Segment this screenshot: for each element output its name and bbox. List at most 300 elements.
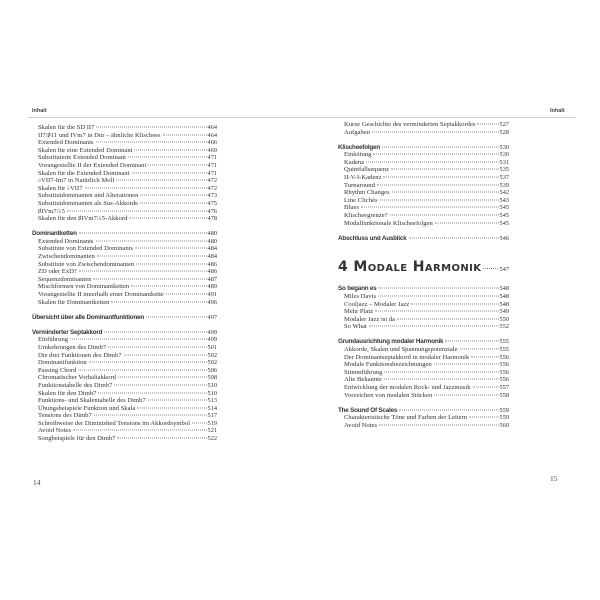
entry-page: 466	[207, 139, 217, 147]
entry-title: Avoid Notes	[38, 427, 72, 435]
entry-title: ♭VII7-Im7 in Natürlich Moll	[38, 177, 115, 185]
entry-title: Substitute von Zwischendominanten	[38, 260, 135, 268]
dot-leader	[134, 149, 206, 150]
entry-page: 548	[499, 285, 509, 293]
dot-leader	[140, 202, 207, 203]
toc-entry[interactable]	[338, 121, 509, 129]
entry-page: 519	[207, 419, 217, 427]
entry-page: 559	[499, 406, 509, 414]
entry-title: Alte Bekannte	[344, 376, 382, 384]
entry-page: 471	[207, 169, 217, 177]
dot-leader	[93, 278, 206, 279]
entry-title: Avoid Notes	[344, 421, 378, 429]
dot-leader	[148, 400, 207, 401]
dot-leader	[114, 384, 206, 385]
dot-leader	[379, 288, 499, 289]
entry-title: Extended Dominants	[38, 237, 94, 245]
dot-leader	[435, 222, 499, 223]
section-heading[interactable]	[338, 338, 509, 346]
entry-title: Modaler Jazz ist da	[344, 315, 396, 323]
entry-title: Dominantfunktion	[38, 359, 87, 367]
dot-leader	[383, 177, 498, 178]
dot-leader	[79, 271, 207, 272]
dot-leader	[192, 422, 207, 423]
dot-leader	[78, 369, 206, 370]
chapter-heading[interactable]	[338, 259, 509, 275]
entry-page: 469	[207, 146, 217, 154]
dot-leader	[391, 169, 499, 170]
entry-title: Skalen für ♭VII7	[38, 184, 83, 192]
entry-title: Chromatischer Vorhaltakkord	[38, 374, 116, 382]
entry-page: 472	[207, 184, 217, 192]
entry-title: II-V-I-Kadenz	[344, 174, 382, 182]
toc-entry[interactable]	[32, 397, 217, 405]
toc-entry[interactable]	[32, 344, 217, 352]
toc-entry[interactable]	[32, 352, 217, 360]
dot-leader	[136, 263, 206, 264]
dot-leader	[137, 407, 206, 408]
dot-leader	[384, 371, 498, 372]
toc-entry[interactable]	[32, 374, 217, 382]
toc-entry[interactable]	[32, 405, 217, 413]
dot-leader	[469, 417, 498, 418]
section-heading[interactable]	[338, 235, 509, 243]
toc-entry[interactable]	[338, 174, 509, 182]
toc-entry[interactable]	[32, 382, 217, 390]
entry-page: 560	[499, 421, 509, 429]
entry-page: 556	[499, 353, 509, 361]
toc-entry[interactable]	[32, 192, 217, 200]
header-rule	[300, 117, 575, 118]
entry-page: 549	[499, 308, 509, 316]
dot-leader	[384, 379, 499, 380]
toc-entry[interactable]	[32, 215, 217, 223]
toc-entry[interactable]	[32, 185, 217, 193]
entry-page: 513	[207, 397, 217, 405]
entry-title: Mehr Platz	[344, 308, 374, 316]
toc-section	[338, 235, 509, 243]
toc-entry[interactable]	[338, 316, 509, 324]
dot-leader	[89, 362, 207, 363]
entry-page: 556	[499, 376, 509, 384]
entry-page: 496	[207, 298, 217, 306]
running-head: Inhalt	[32, 108, 47, 114]
entry-page: 555	[499, 338, 509, 346]
toc-entry[interactable]	[338, 346, 509, 354]
entry-title: Klischeefolgen	[338, 143, 380, 151]
page-number: 14	[33, 478, 41, 487]
entry-title: Zwischendominanten	[38, 253, 95, 260]
entry-page: 514	[207, 404, 217, 412]
entry-page: 545	[499, 219, 509, 227]
toc-entry[interactable]	[338, 189, 509, 197]
entry-title: Funktions- und Skalentabelle des Dimb7	[38, 397, 146, 405]
toc-entry[interactable]	[338, 159, 509, 167]
dot-leader	[477, 124, 498, 125]
toc-column	[338, 121, 509, 429]
entry-title: Funktionstabelle des Dimb7	[38, 381, 113, 389]
toc-entry[interactable]	[32, 435, 217, 443]
dot-leader	[460, 348, 499, 349]
toc-entry[interactable]	[32, 420, 217, 428]
dot-leader	[96, 240, 207, 241]
toc-entry[interactable]	[32, 359, 217, 367]
dot-leader	[73, 430, 207, 431]
entry-page: 484	[207, 253, 217, 260]
entry-title: Aufgaben	[344, 128, 370, 136]
dot-leader	[378, 295, 498, 296]
entry-title: Einleitung	[344, 151, 372, 159]
entry-page: 484	[207, 245, 217, 253]
entry-page: 548	[499, 300, 509, 308]
entry-title: Dominantketten	[32, 230, 77, 238]
entry-title: Substitutdominanten als Sus-Akkorde	[38, 199, 139, 207]
toc-entry[interactable]	[338, 361, 509, 369]
entry-title: Stimmführung	[344, 368, 383, 376]
dot-leader	[166, 293, 207, 294]
toc-entry[interactable]	[32, 291, 217, 299]
dot-leader	[97, 256, 207, 257]
entry-page: 542	[499, 189, 509, 197]
toc-entry[interactable]	[338, 414, 509, 422]
section-heading[interactable]	[32, 329, 217, 337]
dot-leader	[372, 131, 499, 132]
dot-leader	[148, 164, 206, 165]
dot-leader	[85, 187, 207, 188]
dot-leader	[399, 409, 498, 410]
toc-entry[interactable]	[32, 276, 217, 284]
toc-section	[338, 259, 509, 275]
dot-leader	[366, 161, 498, 162]
entry-title: Skalen für die SD II7	[38, 124, 95, 131]
dot-leader	[369, 326, 499, 327]
entry-title: So begann es	[338, 285, 377, 293]
entry-title: Quintfallsequenz	[344, 166, 390, 174]
toc-section	[338, 285, 509, 331]
dot-leader	[375, 311, 498, 312]
dot-leader	[434, 394, 498, 395]
entry-page: 471	[207, 161, 217, 169]
entry-title: Einführung	[38, 336, 69, 344]
toc-entry[interactable]	[338, 182, 509, 190]
entry-title: Blues	[344, 204, 360, 212]
entry-title: Skalen für den Dimb7	[38, 389, 97, 397]
entry-title: II7/♯11 und IVm7 in Dur – ähnliche Klischees	[38, 131, 161, 139]
toc-entry[interactable]	[32, 200, 217, 208]
entry-title: The Sound Of Scales	[338, 406, 398, 414]
entry-page: 499	[207, 336, 217, 344]
dot-leader	[382, 146, 499, 147]
entry-title: Die drei Funktionen des Dimb7	[38, 351, 122, 359]
right-page	[300, 0, 600, 600]
entry-page: 530	[499, 143, 509, 151]
entry-title: Kurze Geschichte des verminderten Septakkordes	[344, 121, 476, 128]
toc-entry[interactable]	[338, 354, 509, 362]
toc-entry[interactable]	[338, 197, 509, 205]
section-heading[interactable]	[32, 314, 217, 322]
entry-page: 545	[499, 204, 509, 212]
dot-leader	[379, 424, 499, 425]
entry-page: 552	[499, 323, 509, 331]
dot-leader	[380, 199, 499, 200]
entry-page: 535	[499, 166, 509, 174]
dot-leader	[361, 207, 499, 208]
dot-leader	[96, 142, 207, 143]
toc-entry[interactable]	[32, 245, 217, 253]
entry-title: Mischformen von Dominantketten	[38, 283, 130, 291]
entry-title: Substitutdominanten und Alterationen	[38, 192, 139, 200]
dot-leader	[397, 318, 498, 319]
entry-title: Akkorde, Skalen und Spannungspotenziale	[344, 345, 458, 353]
entry-page: 522	[207, 435, 217, 443]
entry-page: 464	[207, 124, 217, 131]
toc-entry[interactable]	[338, 422, 509, 430]
toc-section	[338, 121, 509, 136]
entry-title: Charakteristische Töne und Farben der Leitern	[344, 414, 468, 422]
dot-leader	[140, 195, 206, 196]
toc-entry[interactable]	[32, 283, 217, 291]
entry-page: 473	[207, 192, 217, 200]
dot-leader	[473, 386, 499, 387]
entry-title: Passing Chord	[38, 366, 77, 374]
entry-title: Skalen für die Extended Dominant	[38, 169, 130, 177]
toc-entry[interactable]	[32, 427, 217, 435]
dot-leader	[411, 303, 498, 304]
dot-leader	[79, 233, 207, 234]
toc-entry[interactable]	[338, 204, 509, 212]
toc-entry[interactable]	[338, 301, 509, 309]
entry-title: So What	[344, 323, 367, 331]
dot-leader	[96, 127, 206, 128]
entry-title: Skalen für den ♯IVm7/♭5-Akkord	[38, 215, 128, 223]
entry-page: 531	[499, 158, 509, 166]
entry-page: 539	[499, 181, 509, 189]
entry-title: ZD oder ExD?	[38, 268, 77, 276]
entry-page: 486	[207, 260, 217, 268]
section-heading[interactable]	[338, 285, 509, 293]
toc-entry[interactable]	[338, 166, 509, 174]
entry-title: Grundausrichtung modaler Harmonik	[338, 338, 444, 346]
toc-section	[338, 144, 509, 228]
entry-title: Cooljazz – Modaler Jazz	[344, 300, 410, 308]
entry-page: 546	[499, 234, 509, 242]
dot-leader	[445, 341, 498, 342]
toc-entry[interactable]	[32, 124, 217, 132]
toc-entry[interactable]	[338, 369, 509, 377]
entry-page: 475	[207, 199, 217, 207]
entry-page: 506	[207, 366, 217, 374]
toc-entry[interactable]	[32, 208, 217, 216]
entry-title: Entwicklung der modalen Rock- und Jazzmusik	[344, 383, 471, 391]
header-rule	[28, 117, 300, 118]
toc-entry[interactable]	[32, 177, 217, 185]
entry-title: Rhythm Changes	[344, 189, 390, 197]
entry-title: Substituierte Extended Dominant	[38, 154, 126, 162]
toc-column	[32, 124, 217, 443]
entry-page: 472	[207, 177, 217, 185]
entry-page: 548	[499, 292, 509, 300]
dot-leader	[131, 286, 206, 287]
entry-page: 489	[207, 283, 217, 291]
entry-title: Turnaround	[344, 181, 375, 189]
dot-leader	[163, 134, 207, 135]
dot-leader	[434, 364, 499, 365]
entry-title: Verminderter Septakkord	[32, 328, 103, 336]
section-heading[interactable]	[338, 144, 509, 152]
entry-title: Miles Davis	[344, 292, 377, 300]
toc-entry[interactable]	[338, 384, 509, 392]
toc-entry[interactable]	[338, 392, 509, 400]
toc-entry[interactable]	[338, 376, 509, 384]
entry-title: Sequenzdominanten	[38, 275, 92, 283]
entry-page: 508	[207, 374, 217, 382]
toc-entry[interactable]	[338, 293, 509, 301]
dot-leader	[129, 218, 206, 219]
dot-leader	[128, 157, 207, 158]
entry-page: 528	[499, 128, 509, 136]
entry-page: 502	[207, 359, 217, 367]
dot-leader	[104, 331, 206, 332]
entry-title: 4 Modale Harmonik	[338, 259, 482, 276]
page-number: 15	[550, 474, 558, 483]
dot-leader	[117, 438, 206, 439]
entry-title: Kadenz	[344, 158, 365, 166]
entry-page: 471	[207, 154, 217, 162]
dot-leader	[67, 210, 207, 211]
entry-title: Übungsbeispiele Funktion und Skala	[38, 404, 136, 412]
entry-title: Skalen für eine Extended Dominant	[38, 146, 133, 154]
entry-title: Vorzeichen von modalen Stücken	[344, 391, 433, 399]
dot-leader	[135, 248, 206, 249]
entry-page: 478	[207, 215, 217, 223]
toc-entry[interactable]	[338, 323, 509, 331]
entry-page: 556	[499, 368, 509, 376]
toc-entry[interactable]	[32, 162, 217, 170]
toc-entry[interactable]	[338, 151, 509, 159]
toc-entry[interactable]	[32, 390, 217, 398]
toc-entry[interactable]	[32, 268, 217, 276]
entry-page: 499	[207, 328, 217, 336]
entry-page: 527	[499, 121, 509, 128]
toc-section	[338, 338, 509, 399]
dot-leader	[146, 316, 206, 317]
entry-page: 501	[207, 343, 217, 351]
entry-title: Substitute von Extended Dominants	[38, 245, 134, 253]
entry-page: 491	[207, 290, 217, 298]
toc-section	[32, 314, 217, 322]
dot-leader	[124, 354, 207, 355]
toc-entry[interactable]	[338, 308, 509, 316]
dot-leader	[471, 356, 498, 357]
dot-leader	[108, 346, 206, 347]
toc-section	[32, 329, 217, 443]
dot-leader	[390, 215, 499, 216]
entry-page: 510	[207, 389, 217, 397]
entry-title: Modalfunktionale Klischeefolgen	[344, 219, 433, 227]
dot-leader	[94, 415, 207, 416]
toc-entry[interactable]	[32, 139, 217, 147]
entry-title: Umkehrungen des Dimb7	[38, 343, 107, 351]
entry-page: 530	[499, 151, 509, 159]
entry-title: Vorangestellte II der Extended Dominant	[38, 161, 147, 169]
entry-page: 550	[499, 315, 509, 323]
toc-entry[interactable]	[32, 238, 217, 246]
running-head: Inhalt	[550, 108, 565, 114]
toc-entry[interactable]	[32, 412, 217, 420]
entry-title: Vorangestellte II innerhalb einer Dominantkette	[38, 290, 164, 298]
toc-entry[interactable]	[338, 129, 509, 137]
entry-page: 497	[207, 313, 217, 321]
dot-leader	[116, 180, 206, 181]
dot-leader	[392, 192, 499, 193]
entry-page: 557	[499, 383, 509, 391]
section-heading[interactable]	[32, 230, 217, 238]
entry-title: ♯IVm7/♭5	[38, 207, 65, 215]
entry-title: Skalen für Dominantketten	[38, 298, 110, 306]
entry-title: Line Clichés	[344, 196, 378, 204]
toc-section	[338, 407, 509, 430]
dot-leader	[118, 377, 207, 378]
toc-section	[32, 230, 217, 306]
dot-leader	[377, 184, 499, 185]
toc-section	[32, 124, 217, 223]
entry-title: Modale Funktionsbezeichnungen	[344, 361, 432, 369]
entry-page: 559	[499, 414, 509, 422]
toc-entry[interactable]	[32, 154, 217, 162]
entry-page: 556	[499, 361, 509, 369]
entry-title: Songbeispiele für den Dimb7	[38, 435, 116, 443]
toc-entry[interactable]	[32, 147, 217, 155]
entry-title: Extended Dominants	[38, 139, 94, 147]
dot-leader	[111, 301, 206, 302]
entry-title: Klischeegrenze?	[344, 212, 388, 220]
entry-title: Der Dominantseptakkord in modaler Harmonik	[344, 353, 470, 361]
dot-leader	[132, 172, 207, 173]
entry-page: 502	[207, 351, 217, 359]
entry-page: 510	[207, 381, 217, 389]
dot-leader	[483, 268, 497, 269]
entry-page: 558	[499, 391, 509, 399]
entry-page: 480	[207, 237, 217, 245]
toc-entry[interactable]	[32, 299, 217, 307]
dot-leader	[409, 237, 499, 238]
entry-page: 464	[207, 131, 217, 139]
entry-page: 555	[499, 345, 509, 353]
entry-page: 537	[499, 174, 509, 182]
dot-leader	[98, 392, 206, 393]
toc-entry[interactable]	[338, 220, 509, 228]
entry-page: 517	[207, 412, 217, 420]
entry-page: 545	[499, 212, 509, 220]
entry-page: 547	[499, 266, 509, 274]
toc-entry[interactable]	[32, 132, 217, 140]
toc-entry[interactable]	[32, 367, 217, 375]
entry-title: Übersicht über alle Dominantfunktionen	[32, 313, 145, 321]
entry-page: 543	[499, 196, 509, 204]
entry-page: 476	[207, 207, 217, 215]
toc-entry[interactable]	[32, 336, 217, 344]
toc-entry[interactable]	[32, 253, 217, 261]
entry-page: 521	[207, 427, 217, 435]
entry-title: Abschluss und Ausblick	[338, 234, 407, 242]
section-heading[interactable]	[338, 407, 509, 415]
entry-page: 486	[207, 268, 217, 276]
toc-entry[interactable]	[32, 261, 217, 269]
entry-title: Tensions des Dimb7	[38, 412, 92, 420]
dot-leader	[70, 339, 207, 340]
toc-entry[interactable]	[338, 212, 509, 220]
entry-title: Schreibweise der Diminished Tensions im Akkordsymbol	[38, 419, 190, 427]
